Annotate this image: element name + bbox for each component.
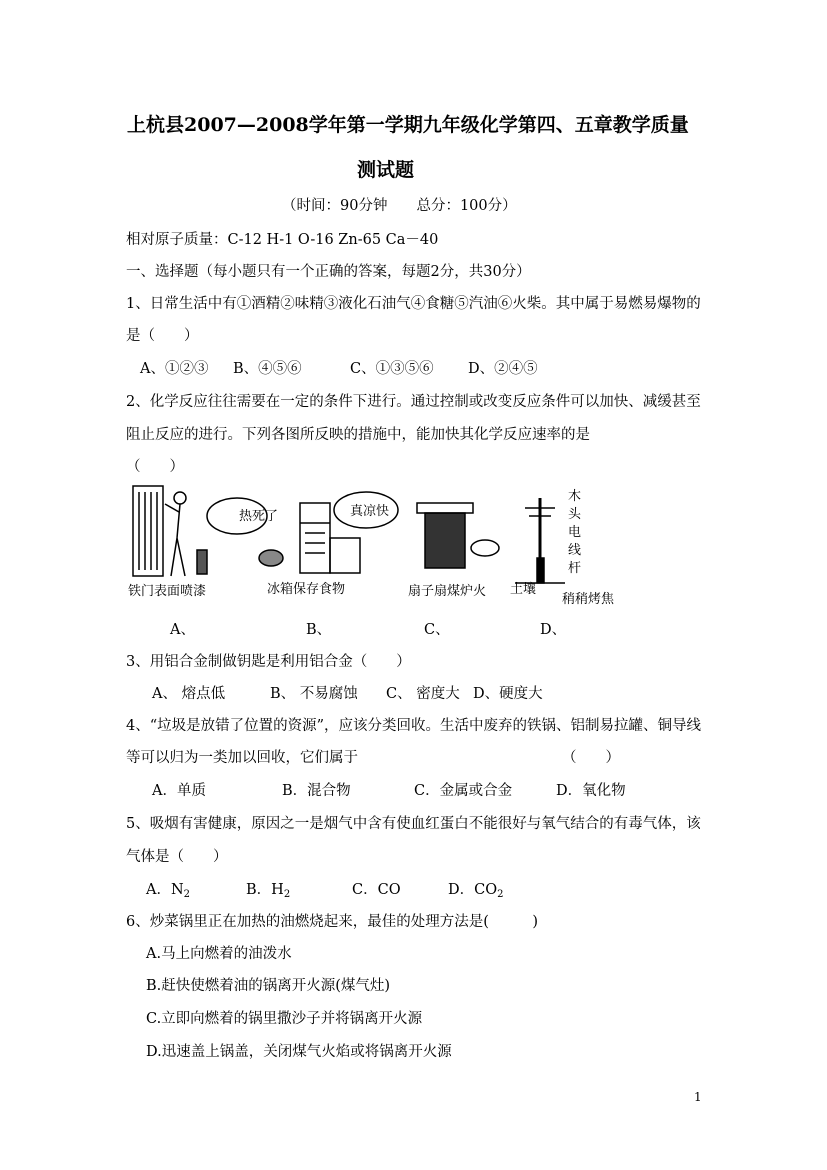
question-4-cont: 等可以归为一类加以回收，它们属于 — [126, 750, 358, 766]
section-heading: 一、选择题（每小题只有一个正确的答案，每题2分，共30分） — [126, 264, 531, 280]
q1-option-a: A、①②③ — [140, 361, 209, 377]
q5-option-c: C．CO — [352, 882, 401, 898]
pole-label: 木头电线杆 — [568, 489, 582, 576]
question-1-cont: 是（ ） — [126, 328, 199, 344]
page-title-line2: 测试题 — [357, 159, 415, 181]
q6-option-b: B.赶快使燃着油的锅离开火源(煤气灶) — [146, 978, 391, 994]
atomic-masses: 相对原子质量：C-12 H-1 O-16 Zn-65 Ca－40 — [126, 232, 439, 248]
figure-caption-d: 土壤 — [510, 582, 537, 597]
page-title: 上杭县2007—2008学年第一学期九年级化学第四、五章教学质量 — [127, 114, 689, 136]
q3-option-d: D、硬度大 — [473, 686, 543, 702]
q4-option-c: C．金属或合金 — [414, 783, 513, 799]
q2-option-c: C、 — [424, 622, 450, 638]
q2-option-b: B、 — [306, 622, 332, 638]
bubble-label-2: 真凉快 — [350, 504, 390, 519]
question-5: 5、吸烟有害健康，原因之一是烟气中含有使血红蛋白不能很好与氧气结合的有毒气体，该 — [126, 816, 701, 832]
q3-option-a: A、 熔点低 — [152, 686, 226, 702]
q6-option-d: D.迅速盖上锅盖，关闭煤气火焰或将锅离开火源 — [146, 1044, 452, 1060]
page-number: 1 — [694, 1090, 702, 1104]
q5-option-d: D．$CO_2$ — [448, 882, 504, 900]
iron-door-icon — [133, 486, 163, 576]
question-2-paren: （ ） — [126, 459, 184, 475]
q6-option-a: A.马上向燃着的油泼水 — [146, 946, 292, 962]
coal-stove-icon — [425, 513, 465, 568]
exam-meta: （时间：90分钟 总分：100分） — [282, 198, 517, 214]
fridge-icon — [300, 503, 330, 573]
q2-option-a: A、 — [170, 622, 195, 638]
question-1: 1、日常生活中有①酒精②味精③液化石油气④食糖⑤汽油⑥火柴。其中属于易燃易爆物的 — [126, 296, 701, 312]
q1-option-c: C、①③⑤⑥ — [350, 361, 434, 377]
question-5-cont: 气体是（ ） — [126, 849, 228, 865]
painter-icon — [174, 492, 186, 504]
question-3: 3、用铝合金制做钥匙是利用铝合金（ ） — [126, 654, 411, 670]
q3-option-b: B、 不易腐蚀 — [270, 686, 358, 702]
fan-icon — [471, 540, 499, 556]
question-6: 6、炒菜锅里正在加热的油燃烧起来，最佳的处理方法是( ) — [126, 914, 539, 930]
q4-option-a: A．单质 — [152, 783, 206, 799]
question-2: 2、化学反应往往需要在一定的条件下进行。通过控制或改变反应条件可以加快、减缓甚至 — [126, 394, 701, 410]
pole-note: 稍稍烤焦 — [562, 592, 615, 607]
figure-caption-a: 铁门表面喷漆 — [128, 584, 207, 599]
figure-caption-b: 冰箱保存食物 — [267, 582, 346, 597]
bubble-label-1: 热死了 — [239, 509, 279, 524]
q5-option-b: B．$H_2$ — [246, 882, 291, 900]
question-4: 4、“垃圾是放错了位置的资源”，应该分类回收。生活中废弃的铁锅、铝制易拉罐、铜导线 — [126, 718, 702, 734]
figure-caption-c: 扇子扇煤炉火 — [408, 584, 487, 599]
q1-option-d: D、②④⑤ — [468, 361, 538, 377]
question-4-paren: （ ） — [562, 750, 620, 766]
q6-option-c: C.立即向燃着的锅里撒沙子并将锅离开火源 — [146, 1011, 423, 1027]
q4-option-b: B．混合物 — [282, 783, 351, 799]
q4-option-d: D．氧化物 — [556, 783, 626, 799]
question-2-cont: 阻止反应的进行。下列各图所反映的措施中，能加快其化学反应速率的是 — [126, 427, 590, 443]
q2-option-d: D、 — [540, 622, 567, 638]
q3-option-c: C、 密度大 — [386, 686, 460, 702]
q1-option-b: B、④⑤⑥ — [233, 361, 302, 377]
q5-option-a: A．$N_2$ — [146, 882, 191, 900]
